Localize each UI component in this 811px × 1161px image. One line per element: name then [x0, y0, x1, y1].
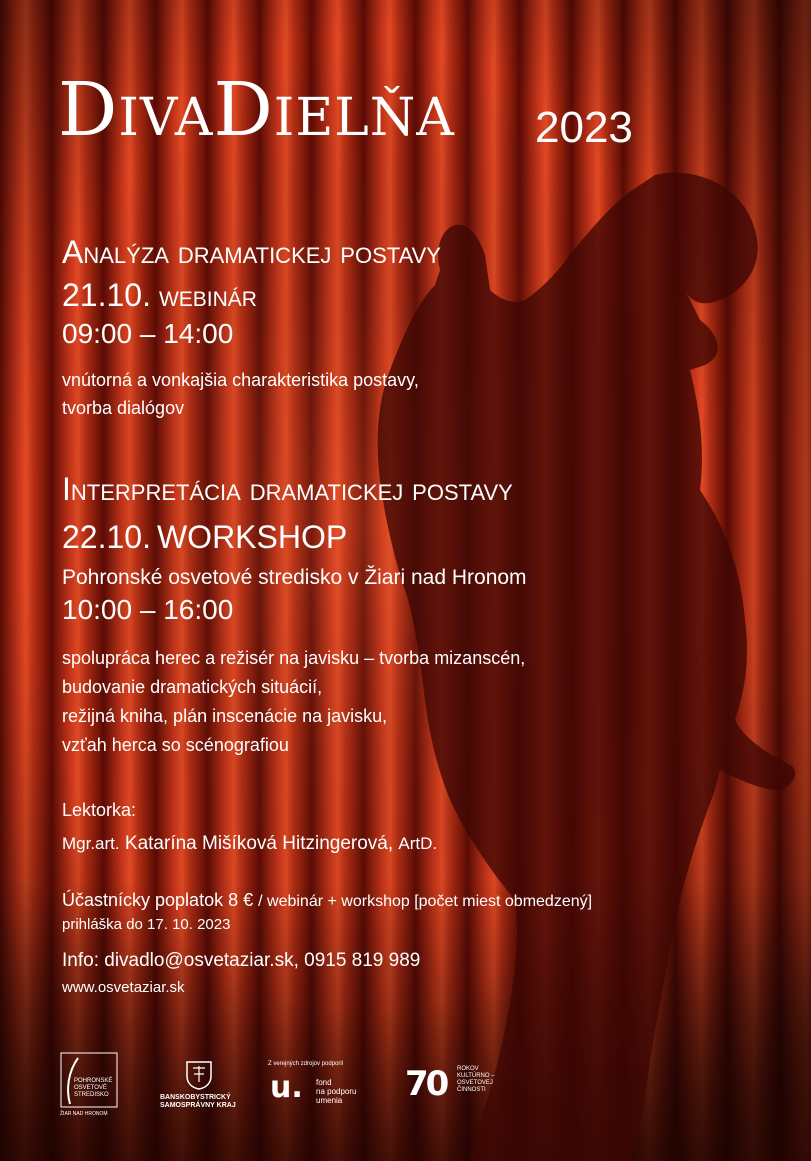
session1-date: 21.10. [62, 277, 151, 313]
lecturer-name: Katarína Mišíková Hitzingerová, [124, 833, 394, 854]
session2-desc-line: vzťah herca so scénografiou [62, 735, 289, 755]
session2-desc-line: budovanie dramatických situácií, [62, 677, 323, 697]
website-link[interactable]: www.osvetaziar.sk [62, 979, 185, 996]
lecturer-suffix: ArtD. [398, 834, 438, 853]
session1-desc-line: tvorba dialógov [62, 398, 185, 418]
registration-deadline: prihláška do 17. 10. 2023 [62, 916, 231, 933]
kos-logo-line: ROKOV [457, 1066, 479, 1072]
poster-year: 2023 [535, 103, 633, 152]
fee-line [62, 888, 592, 914]
pos-logo-sub: ŽIAR NAD HRONOM [60, 1111, 108, 1117]
session1-description [62, 366, 662, 422]
lecturer-prefix: Mgr.art. [62, 834, 120, 853]
fpu-logo [268, 1060, 378, 1116]
poster-title: DivaDielňa [58, 67, 455, 153]
session1-type: webinár [158, 280, 257, 313]
session1-date-line [62, 276, 257, 316]
fpu-logo-line: fond [316, 1078, 332, 1087]
session2-place: Pohronské osvetové stredisko v Žiari nad Hronom [62, 566, 527, 589]
kos-logo-line: ČINNOSTI [457, 1087, 486, 1093]
pos-logo-line: STREDISKO [74, 1092, 109, 1098]
session2-description [62, 644, 702, 760]
bbsk-logo-line: BANSKOBYSTRICKÝ [160, 1094, 231, 1101]
fpu-caption: Z verejných zdrojov podporil [268, 1061, 344, 1067]
contact-info: Info: divadlo@osvetaziar.sk, 0915 819 989 [62, 950, 421, 971]
session2-date: 22.10. [62, 519, 151, 555]
pos-logo-line: POHRONSKÉ [74, 1078, 113, 1084]
session1-heading: Analýza dramatickej postavy [62, 234, 441, 270]
kos-logo-line: KULTÚRNO – [457, 1073, 495, 1079]
session1-time: 09:00 – 14:00 [62, 318, 234, 349]
session2-time: 10:00 – 16:00 [62, 594, 234, 625]
fpu-logo-line: umenia [316, 1096, 343, 1105]
lecturer-line [62, 831, 437, 857]
lecturer-label: Lektorka: [62, 800, 137, 820]
session2-date-line [62, 518, 347, 556]
bbsk-logo [160, 1060, 236, 1116]
fee-detail: / webinár + workshop [počet miest obmedzený] [258, 893, 593, 910]
kos-anniversary-logo [405, 1064, 515, 1114]
bbsk-coat-of-arms-icon [185, 1060, 213, 1090]
kos-logo-line: OSVETOVEJ [457, 1080, 493, 1086]
kos-mark: 70 [405, 1064, 447, 1104]
bbsk-logo-line: SAMOSPRÁVNY KRAJ [160, 1102, 236, 1109]
fee-main: Účastnícky poplatok 8 € [62, 890, 254, 910]
pos-logo [60, 1052, 118, 1118]
session1-desc-line: vnútorná a vonkajšia charakteristika postavy, [62, 370, 419, 390]
session2-type: WORKSHOP [156, 519, 348, 555]
pos-logo-line: OSVETOVÉ [74, 1085, 107, 1091]
session2-desc-line: spolupráca herec a režisér na javisku – tvorba mizanscén, [62, 648, 526, 668]
fpu-mark: u. [270, 1070, 303, 1105]
fpu-logo-line: na podporu [316, 1087, 357, 1096]
session2-heading: Interpretácia dramatickej postavy [62, 471, 513, 507]
session2-desc-line: režijná kniha, plán inscenácie na javisku, [62, 706, 388, 726]
